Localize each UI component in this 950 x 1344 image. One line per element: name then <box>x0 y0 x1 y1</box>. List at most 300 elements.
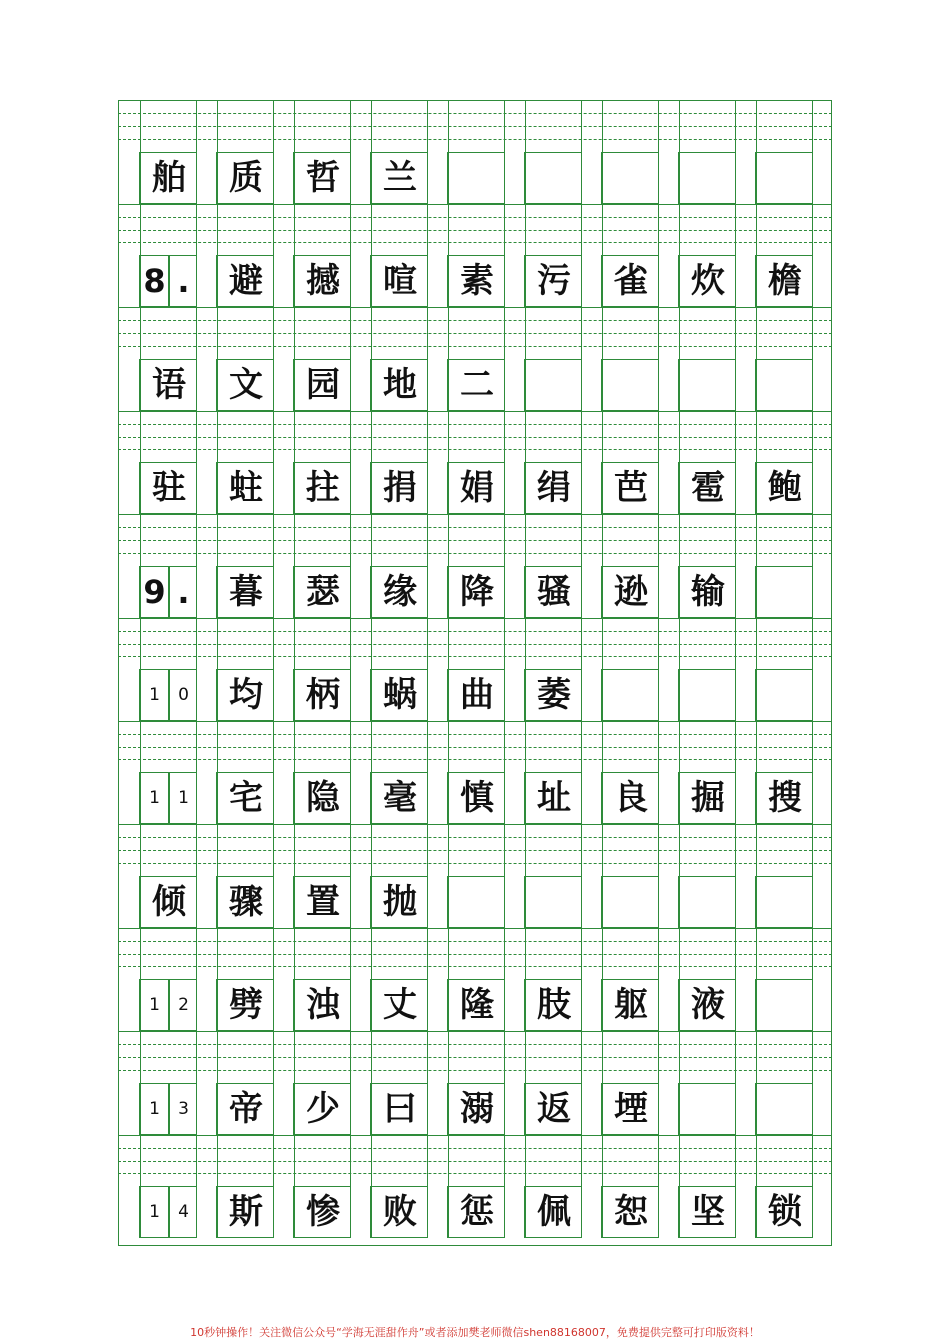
pinyin-divider <box>196 928 197 979</box>
character-cell <box>679 1186 737 1238</box>
pinyin-divider <box>735 514 736 566</box>
cell-gap <box>273 772 294 824</box>
pinyin-divider <box>217 514 218 566</box>
lesson-number-text: 1 <box>178 787 189 808</box>
cell-gap <box>118 359 140 411</box>
pinyin-divider <box>756 721 757 772</box>
pinyin-divider <box>525 824 526 876</box>
character-text: 溺 <box>460 1089 494 1129</box>
pinyin-divider <box>350 1135 351 1186</box>
character-cell <box>448 1083 506 1135</box>
character-cell <box>679 1083 737 1135</box>
pinyin-divider <box>350 618 351 669</box>
character-cell <box>371 1083 429 1135</box>
character-cell <box>525 152 583 204</box>
pinyin-divider <box>581 824 582 876</box>
lesson-number-text: 8 <box>143 262 166 300</box>
pinyin-divider <box>504 618 505 669</box>
pinyin-divider <box>371 307 372 359</box>
character-cell <box>294 152 352 204</box>
character-row <box>118 772 832 824</box>
pinyin-divider <box>294 824 295 876</box>
pinyin-divider <box>525 100 526 152</box>
pinyin-divider <box>140 100 141 152</box>
pinyin-lines <box>118 721 832 772</box>
character-text: 输 <box>691 572 725 612</box>
pinyin-divider <box>735 204 736 255</box>
pinyin-divider <box>118 1135 119 1186</box>
pinyin-line <box>118 100 832 101</box>
character-text: 败 <box>383 1192 417 1232</box>
lesson-number-cell <box>169 1186 198 1238</box>
character-text: 驻 <box>152 468 186 508</box>
pinyin-divider <box>350 928 351 979</box>
character-text: 帝 <box>229 1089 263 1129</box>
pinyin-divider <box>427 307 428 359</box>
cell-gap <box>350 359 371 411</box>
cell-gap <box>427 359 448 411</box>
pinyin-divider <box>427 1031 428 1083</box>
lesson-number-text: 1 <box>149 684 160 705</box>
cell-gap <box>350 152 371 204</box>
character-text: 捐 <box>383 468 417 508</box>
pinyin-divider <box>504 307 505 359</box>
pinyin-divider <box>812 1135 813 1186</box>
character-text: 污 <box>537 261 571 301</box>
pinyin-divider <box>371 824 372 876</box>
character-cell <box>756 772 814 824</box>
cell-gap <box>504 152 525 204</box>
pinyin-lines <box>118 514 832 566</box>
pinyin-divider <box>273 204 274 255</box>
pinyin-line <box>118 527 832 528</box>
character-cell <box>448 979 506 1031</box>
character-text: 良 <box>614 778 648 818</box>
pinyin-lines <box>118 307 832 359</box>
pinyin-divider <box>371 618 372 669</box>
pinyin-divider <box>350 1031 351 1083</box>
character-row <box>118 255 832 307</box>
pinyin-divider <box>118 618 119 669</box>
lesson-number-text: 1 <box>149 1201 160 1222</box>
character-cell <box>602 566 660 618</box>
character-row <box>118 359 832 411</box>
pinyin-divider <box>581 514 582 566</box>
cell-gap <box>118 255 140 307</box>
pinyin-divider <box>427 1135 428 1186</box>
character-row <box>118 152 832 204</box>
pinyin-line <box>118 644 832 645</box>
pinyin-divider <box>658 514 659 566</box>
pinyin-line <box>118 424 832 425</box>
pinyin-divider <box>831 307 832 359</box>
character-cell <box>525 979 583 1031</box>
cell-gap <box>427 876 448 928</box>
pinyin-line <box>118 1044 832 1045</box>
cell-gap <box>196 1186 217 1238</box>
character-cell <box>294 876 352 928</box>
pinyin-divider <box>118 411 119 462</box>
character-cell <box>448 462 506 514</box>
pinyin-divider <box>756 514 757 566</box>
pinyin-divider <box>756 100 757 152</box>
pinyin-line <box>118 1070 832 1071</box>
pinyin-divider <box>427 928 428 979</box>
pinyin-divider <box>679 721 680 772</box>
pinyin-divider <box>196 618 197 669</box>
cell-gap <box>427 152 448 204</box>
cell-gap <box>581 772 602 824</box>
character-cell <box>602 462 660 514</box>
character-text: 曰 <box>383 1089 417 1129</box>
character-cell <box>448 255 506 307</box>
cell-gap <box>196 462 217 514</box>
cell-gap <box>581 876 602 928</box>
pinyin-lines <box>118 618 832 669</box>
pinyin-divider <box>273 514 274 566</box>
pinyin-divider <box>756 307 757 359</box>
pinyin-divider <box>679 411 680 462</box>
pinyin-divider <box>679 514 680 566</box>
pinyin-line <box>118 217 832 218</box>
cell-gap <box>735 1186 756 1238</box>
pinyin-divider <box>831 721 832 772</box>
pinyin-divider <box>118 824 119 876</box>
character-row <box>118 462 832 514</box>
pinyin-divider <box>602 1031 603 1083</box>
pinyin-divider <box>735 411 736 462</box>
pinyin-divider <box>350 307 351 359</box>
character-cell <box>525 1186 583 1238</box>
character-row <box>118 876 832 928</box>
lesson-number-cell <box>140 566 169 618</box>
character-text: 语 <box>152 365 186 405</box>
pinyin-divider <box>658 618 659 669</box>
pinyin-divider <box>448 514 449 566</box>
character-cell <box>140 152 198 204</box>
pinyin-divider <box>217 721 218 772</box>
character-cell <box>602 1186 660 1238</box>
lesson-number-cell <box>169 566 198 618</box>
lesson-number-text: . <box>177 573 190 611</box>
pinyin-divider <box>812 824 813 876</box>
pinyin-divider <box>602 824 603 876</box>
pinyin-line <box>118 618 832 619</box>
pinyin-divider <box>602 307 603 359</box>
cell-gap <box>735 772 756 824</box>
cell-gap <box>504 772 525 824</box>
cell-gap <box>735 462 756 514</box>
pinyin-divider <box>196 1031 197 1083</box>
character-text: 文 <box>229 365 263 405</box>
pinyin-divider <box>679 100 680 152</box>
character-cell <box>525 566 583 618</box>
character-text: 哲 <box>306 158 340 198</box>
pinyin-line <box>118 113 832 114</box>
character-row <box>118 1083 832 1135</box>
lesson-number-text: 1 <box>149 994 160 1015</box>
pinyin-divider <box>679 928 680 979</box>
pinyin-lines <box>118 204 832 255</box>
cell-gap <box>581 669 602 721</box>
cell-gap <box>273 152 294 204</box>
pinyin-divider <box>217 1031 218 1083</box>
character-cell <box>217 876 275 928</box>
pinyin-divider <box>294 1135 295 1186</box>
character-text: 毫 <box>383 778 417 818</box>
character-text: 降 <box>460 572 494 612</box>
pinyin-divider <box>504 1135 505 1186</box>
cell-gap <box>196 152 217 204</box>
pinyin-divider <box>525 928 526 979</box>
footer-note: 10秒钟操作！关注微信公众号“学海无涯甜作舟”或者添加樊老师微信shen88168007，免费提供完整可打印版资料！ <box>190 1326 760 1339</box>
character-cell <box>217 566 275 618</box>
pinyin-divider <box>350 721 351 772</box>
pinyin-line <box>118 1135 832 1136</box>
character-cell <box>371 1186 429 1238</box>
character-cell <box>525 462 583 514</box>
character-row <box>118 669 832 721</box>
character-cell <box>602 772 660 824</box>
character-cell <box>525 359 583 411</box>
character-cell <box>371 152 429 204</box>
character-cell <box>217 1083 275 1135</box>
cell-gap <box>504 1083 525 1135</box>
pinyin-divider <box>525 411 526 462</box>
pinyin-divider <box>273 1031 274 1083</box>
cell-gap <box>350 979 371 1031</box>
pinyin-divider <box>196 721 197 772</box>
pinyin-divider <box>448 100 449 152</box>
pinyin-divider <box>217 618 218 669</box>
cell-gap <box>273 669 294 721</box>
character-text: 娟 <box>460 468 494 508</box>
character-text: 撼 <box>306 261 340 301</box>
pinyin-divider <box>602 928 603 979</box>
pinyin-divider <box>602 1135 603 1186</box>
cell-gap <box>812 1083 832 1135</box>
cell-gap <box>658 152 679 204</box>
cell-gap <box>350 669 371 721</box>
cell-gap <box>812 255 832 307</box>
character-cell <box>294 1083 352 1135</box>
pinyin-line <box>118 126 832 127</box>
cell-gap <box>658 566 679 618</box>
character-cell <box>756 1186 814 1238</box>
pinyin-divider <box>504 100 505 152</box>
character-cell <box>217 1186 275 1238</box>
pinyin-line <box>118 1148 832 1149</box>
cell-gap <box>273 255 294 307</box>
character-cell <box>679 359 737 411</box>
pinyin-divider <box>350 514 351 566</box>
pinyin-divider <box>273 618 274 669</box>
character-text: 恕 <box>614 1192 648 1232</box>
character-cell <box>371 876 429 928</box>
pinyin-divider <box>140 514 141 566</box>
character-text: 蛀 <box>229 468 263 508</box>
lesson-number-cell <box>140 979 169 1031</box>
pinyin-divider <box>448 307 449 359</box>
lesson-number-cell <box>140 255 169 307</box>
lesson-number-cell <box>140 1186 169 1238</box>
cell-gap <box>273 566 294 618</box>
cell-gap <box>658 255 679 307</box>
cell-gap <box>196 359 217 411</box>
pinyin-divider <box>448 204 449 255</box>
pinyin-divider <box>196 100 197 152</box>
lesson-number-cell <box>169 772 198 824</box>
character-text: 二 <box>460 365 494 405</box>
character-text: 掘 <box>691 778 725 818</box>
lesson-number-cell <box>140 1083 169 1135</box>
pinyin-line <box>118 320 832 321</box>
cell-gap <box>504 566 525 618</box>
character-text: 佩 <box>537 1192 571 1232</box>
pinyin-divider <box>196 824 197 876</box>
pinyin-divider <box>273 824 274 876</box>
lesson-number-text: 0 <box>178 684 189 705</box>
pinyin-divider <box>812 307 813 359</box>
character-text: 址 <box>537 778 571 818</box>
pinyin-line <box>118 1031 832 1032</box>
cell-gap <box>735 566 756 618</box>
character-text: 绢 <box>537 468 571 508</box>
pinyin-divider <box>427 411 428 462</box>
character-text: 返 <box>537 1089 571 1129</box>
pinyin-divider <box>448 618 449 669</box>
cell-gap <box>735 255 756 307</box>
cell-gap <box>658 979 679 1031</box>
pinyin-divider <box>581 1135 582 1186</box>
character-cell <box>217 462 275 514</box>
character-cell <box>448 1186 506 1238</box>
character-text: 惩 <box>460 1192 494 1232</box>
pinyin-divider <box>658 721 659 772</box>
character-cell <box>756 1083 814 1135</box>
pinyin-divider <box>756 204 757 255</box>
cell-gap <box>581 359 602 411</box>
character-cell <box>602 876 660 928</box>
lesson-number-text: 9 <box>143 573 166 611</box>
lesson-number-text: 1 <box>149 787 160 808</box>
cell-gap <box>581 255 602 307</box>
pinyin-divider <box>294 928 295 979</box>
cell-gap <box>350 876 371 928</box>
character-cell <box>602 979 660 1031</box>
cell-gap <box>196 1083 217 1135</box>
pinyin-divider <box>831 1135 832 1186</box>
cell-gap <box>581 979 602 1031</box>
pinyin-divider <box>831 514 832 566</box>
pinyin-divider <box>427 204 428 255</box>
pinyin-line <box>118 1057 832 1058</box>
pinyin-divider <box>294 721 295 772</box>
character-text: 蜗 <box>383 675 417 715</box>
pinyin-divider <box>371 928 372 979</box>
cell-gap <box>581 462 602 514</box>
character-cell <box>602 359 660 411</box>
character-cell <box>294 359 352 411</box>
pinyin-divider <box>448 928 449 979</box>
pinyin-divider <box>581 307 582 359</box>
lesson-number-cell <box>169 669 198 721</box>
pinyin-line <box>118 346 832 347</box>
character-cell <box>602 255 660 307</box>
cell-gap <box>504 669 525 721</box>
pinyin-divider <box>812 721 813 772</box>
pinyin-line <box>118 850 832 851</box>
character-cell <box>217 979 275 1031</box>
pinyin-divider <box>525 204 526 255</box>
cell-gap <box>427 566 448 618</box>
pinyin-divider <box>504 204 505 255</box>
character-text: 劈 <box>229 985 263 1025</box>
cell-gap <box>350 566 371 618</box>
pinyin-lines <box>118 100 832 152</box>
pinyin-line <box>118 928 832 929</box>
cell-gap <box>735 979 756 1031</box>
cell-gap <box>735 359 756 411</box>
cell-gap <box>735 669 756 721</box>
cell-gap <box>427 255 448 307</box>
character-text: 倾 <box>152 882 186 922</box>
cell-gap <box>350 1083 371 1135</box>
pinyin-line <box>118 230 832 231</box>
pinyin-divider <box>735 1135 736 1186</box>
character-text: 雀 <box>614 261 648 301</box>
pinyin-divider <box>350 411 351 462</box>
character-cell <box>756 255 814 307</box>
pinyin-divider <box>658 1135 659 1186</box>
pinyin-divider <box>812 928 813 979</box>
pinyin-divider <box>294 514 295 566</box>
cell-gap <box>658 1083 679 1135</box>
lesson-number-text: . <box>177 262 190 300</box>
pinyin-line <box>118 747 832 748</box>
character-row <box>118 979 832 1031</box>
pinyin-divider <box>140 204 141 255</box>
pinyin-divider <box>118 307 119 359</box>
character-cell <box>217 772 275 824</box>
character-text: 质 <box>229 158 263 198</box>
character-cell <box>448 876 506 928</box>
character-cell <box>294 772 352 824</box>
cell-gap <box>118 152 140 204</box>
pinyin-divider <box>273 928 274 979</box>
character-text: 宅 <box>229 778 263 818</box>
pinyin-line <box>118 656 832 657</box>
pinyin-line <box>118 954 832 955</box>
pinyin-divider <box>602 100 603 152</box>
pinyin-divider <box>812 100 813 152</box>
pinyin-line <box>118 734 832 735</box>
character-cell <box>448 772 506 824</box>
pinyin-line <box>118 139 832 140</box>
pinyin-divider <box>427 824 428 876</box>
pinyin-divider <box>118 721 119 772</box>
pinyin-divider <box>196 1135 197 1186</box>
character-cell <box>679 255 737 307</box>
cell-gap <box>581 1186 602 1238</box>
character-text: 舶 <box>152 158 186 198</box>
pinyin-divider <box>118 1031 119 1083</box>
pinyin-divider <box>756 411 757 462</box>
pinyin-divider <box>525 618 526 669</box>
character-cell <box>371 669 429 721</box>
pinyin-lines <box>118 928 832 979</box>
pinyin-divider <box>140 1135 141 1186</box>
